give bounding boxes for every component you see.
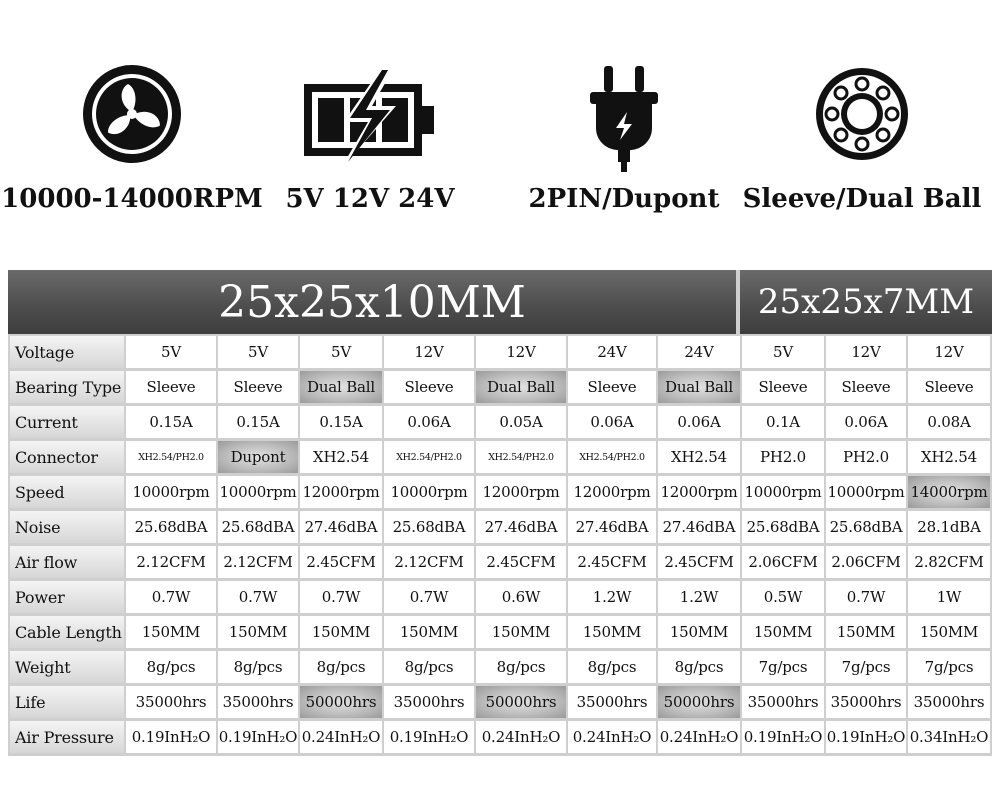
table-cell: 50000hrs xyxy=(300,686,382,718)
table-cell: 1.2W xyxy=(568,581,656,613)
table-row xyxy=(8,406,992,438)
table-cell: 0.15A xyxy=(300,406,382,438)
table-cell: 8g/pcs xyxy=(300,651,382,683)
table-cell: 0.6W xyxy=(476,581,566,613)
table-cell: 2.06CFM xyxy=(826,546,906,578)
row-label: Speed xyxy=(10,476,124,508)
table-cell: 2.82CFM xyxy=(908,546,990,578)
table-cell: 8g/pcs xyxy=(126,651,216,683)
table-cell: Sleeve xyxy=(384,371,474,403)
table-cell: 35000hrs xyxy=(126,686,216,718)
table-cell: 150MM xyxy=(908,616,990,648)
table-cell: 0.15A xyxy=(126,406,216,438)
table-cell: 25.68dBA xyxy=(826,511,906,543)
feature-bearing-label: Sleeve/Dual Ball xyxy=(742,184,982,214)
table-row xyxy=(8,721,992,753)
table-cell: 0.19InH₂O xyxy=(826,721,906,753)
table-cell: 2.12CFM xyxy=(218,546,298,578)
table-cell: Dual Ball xyxy=(658,371,740,403)
table-cell: 150MM xyxy=(658,616,740,648)
table-cell: 12V xyxy=(826,336,906,368)
table-row xyxy=(8,616,992,648)
table-cell: 150MM xyxy=(742,616,824,648)
table-cell: Sleeve xyxy=(908,371,990,403)
table-cell: Sleeve xyxy=(126,371,216,403)
table-cell: Sleeve xyxy=(826,371,906,403)
table-cell: XH2.54/PH2.0 xyxy=(126,441,216,473)
table-cell: 0.19InH₂O xyxy=(218,721,298,753)
table-cell: 2.12CFM xyxy=(384,546,474,578)
table-cell: 0.19InH₂O xyxy=(742,721,824,753)
feature-connector xyxy=(528,62,720,214)
table-cell: 35000hrs xyxy=(384,686,474,718)
table-cell: 12000rpm xyxy=(300,476,382,508)
table-cell: 12V xyxy=(384,336,474,368)
feature-rpm xyxy=(1,62,263,214)
table-row xyxy=(8,476,992,508)
table-cell: 8g/pcs xyxy=(476,651,566,683)
row-label: Weight xyxy=(10,651,124,683)
table-cell: Dual Ball xyxy=(476,371,566,403)
table-cell: 1.2W xyxy=(658,581,740,613)
table-cell: 2.45CFM xyxy=(568,546,656,578)
table-cell: 5V xyxy=(218,336,298,368)
table-cell: 27.46dBA xyxy=(568,511,656,543)
feature-bearing xyxy=(742,62,982,214)
table-cell: 0.19InH₂O xyxy=(126,721,216,753)
table-cell: 7g/pcs xyxy=(742,651,824,683)
row-label: Power xyxy=(10,581,124,613)
table-cell: 28.1dBA xyxy=(908,511,990,543)
table-cell: 25.68dBA xyxy=(126,511,216,543)
table-cell: 150MM xyxy=(476,616,566,648)
table-cell: 25.68dBA xyxy=(384,511,474,543)
table-cell: 50000hrs xyxy=(476,686,566,718)
fan-icon xyxy=(80,62,184,166)
bearing-icon xyxy=(812,62,912,166)
table-cell: 12V xyxy=(476,336,566,368)
table-cell: 12V xyxy=(908,336,990,368)
table-cell: XH2.54 xyxy=(300,441,382,473)
table-row xyxy=(8,336,992,368)
table-cell: 35000hrs xyxy=(908,686,990,718)
table-cell: 24V xyxy=(568,336,656,368)
table-cell: 7g/pcs xyxy=(826,651,906,683)
table-cell: XH2.54/PH2.0 xyxy=(568,441,656,473)
table-cell: 35000hrs xyxy=(568,686,656,718)
table-cell: 1W xyxy=(908,581,990,613)
table-cell: 150MM xyxy=(568,616,656,648)
table-cell: 150MM xyxy=(300,616,382,648)
feature-rpm-label: 10000-14000RPM xyxy=(1,184,263,214)
table-cell: 0.06A xyxy=(658,406,740,438)
table-cell: 10000rpm xyxy=(742,476,824,508)
feature-voltage xyxy=(285,62,455,214)
table-row xyxy=(8,581,992,613)
feature-connector-label: 2PIN/Dupont xyxy=(528,184,720,214)
table-cell: 150MM xyxy=(218,616,298,648)
table-row xyxy=(8,511,992,543)
table-cell: 150MM xyxy=(826,616,906,648)
table-row xyxy=(8,686,992,718)
table-row xyxy=(8,651,992,683)
row-label: Connector xyxy=(10,441,124,473)
table-cell: 27.46dBA xyxy=(476,511,566,543)
table-cell: 8g/pcs xyxy=(218,651,298,683)
table-cell: 8g/pcs xyxy=(658,651,740,683)
table-cell: 27.46dBA xyxy=(658,511,740,543)
table-cell: 5V xyxy=(742,336,824,368)
table-cell: 0.7W xyxy=(384,581,474,613)
table-cell: 0.06A xyxy=(568,406,656,438)
table-cell: 0.5W xyxy=(742,581,824,613)
row-label: Air Pressure xyxy=(10,721,124,753)
table-cell: 10000rpm xyxy=(126,476,216,508)
row-label: Air flow xyxy=(10,546,124,578)
table-cell: 50000hrs xyxy=(658,686,740,718)
table-cell: 2.12CFM xyxy=(126,546,216,578)
table-cell: 0.7W xyxy=(826,581,906,613)
table-cell: 35000hrs xyxy=(218,686,298,718)
table-cell: PH2.0 xyxy=(742,441,824,473)
table-cell: 0.06A xyxy=(826,406,906,438)
table-cell: 14000rpm xyxy=(908,476,990,508)
table-cell: XH2.54/PH2.0 xyxy=(476,441,566,473)
table-cell: 0.7W xyxy=(300,581,382,613)
row-label: Noise xyxy=(10,511,124,543)
table-cell: 0.05A xyxy=(476,406,566,438)
table-cell: 0.34InH₂O xyxy=(908,721,990,753)
feature-voltage-label: 5V 12V 24V xyxy=(285,184,455,214)
plug-icon xyxy=(574,62,674,174)
table-cell: 2.06CFM xyxy=(742,546,824,578)
table-cell: 0.7W xyxy=(126,581,216,613)
table-row xyxy=(8,546,992,578)
table-cell: 0.15A xyxy=(218,406,298,438)
spec-table xyxy=(8,270,992,756)
table-cell: 8g/pcs xyxy=(384,651,474,683)
table-cell: XH2.54 xyxy=(658,441,740,473)
row-label: Bearing Type xyxy=(10,371,124,403)
table-cell: 27.46dBA xyxy=(300,511,382,543)
table-cell: 0.24InH₂O xyxy=(658,721,740,753)
table-cell: XH2.54 xyxy=(908,441,990,473)
table-cell: 12000rpm xyxy=(476,476,566,508)
row-label: Current xyxy=(10,406,124,438)
table-cell: 5V xyxy=(126,336,216,368)
table-cell: XH2.54/PH2.0 xyxy=(384,441,474,473)
table-cell: 12000rpm xyxy=(658,476,740,508)
table-cell: 12000rpm xyxy=(568,476,656,508)
table-cell: 35000hrs xyxy=(826,686,906,718)
table-cell: 10000rpm xyxy=(384,476,474,508)
table-row xyxy=(8,441,992,473)
table-cell: 5V xyxy=(300,336,382,368)
table-cell: 0.24InH₂O xyxy=(568,721,656,753)
row-label: Life xyxy=(10,686,124,718)
table-cell: Sleeve xyxy=(568,371,656,403)
table-cell: 0.08A xyxy=(908,406,990,438)
table-cell: 25.68dBA xyxy=(218,511,298,543)
battery-charge-icon xyxy=(300,62,440,172)
table-cell: Sleeve xyxy=(742,371,824,403)
table-cell: Dupont xyxy=(218,441,298,473)
header-25x25x10: 25x25x10MM xyxy=(8,270,736,334)
table-cell: Sleeve xyxy=(218,371,298,403)
table-cell: 10000rpm xyxy=(218,476,298,508)
table-cell: 7g/pcs xyxy=(908,651,990,683)
table-cell: Dual Ball xyxy=(300,371,382,403)
row-label: Cable Length xyxy=(10,616,124,648)
table-cell: 2.45CFM xyxy=(476,546,566,578)
table-cell: 150MM xyxy=(384,616,474,648)
table-row xyxy=(8,371,992,403)
row-label: Voltage xyxy=(10,336,124,368)
table-cell: 0.06A xyxy=(384,406,474,438)
table-cell: 2.45CFM xyxy=(658,546,740,578)
table-cell: 35000hrs xyxy=(742,686,824,718)
table-cell: 24V xyxy=(658,336,740,368)
table-cell: 0.7W xyxy=(218,581,298,613)
table-cell: 2.45CFM xyxy=(300,546,382,578)
table-cell: 0.19InH₂O xyxy=(384,721,474,753)
table-cell: PH2.0 xyxy=(826,441,906,473)
table-cell: 8g/pcs xyxy=(568,651,656,683)
table-cell: 0.1A xyxy=(742,406,824,438)
table-cell: 0.24InH₂O xyxy=(300,721,382,753)
table-cell: 150MM xyxy=(126,616,216,648)
header-25x25x7: 25x25x7MM xyxy=(740,270,992,334)
table-cell: 10000rpm xyxy=(826,476,906,508)
table-cell: 25.68dBA xyxy=(742,511,824,543)
table-cell: 0.24InH₂O xyxy=(476,721,566,753)
